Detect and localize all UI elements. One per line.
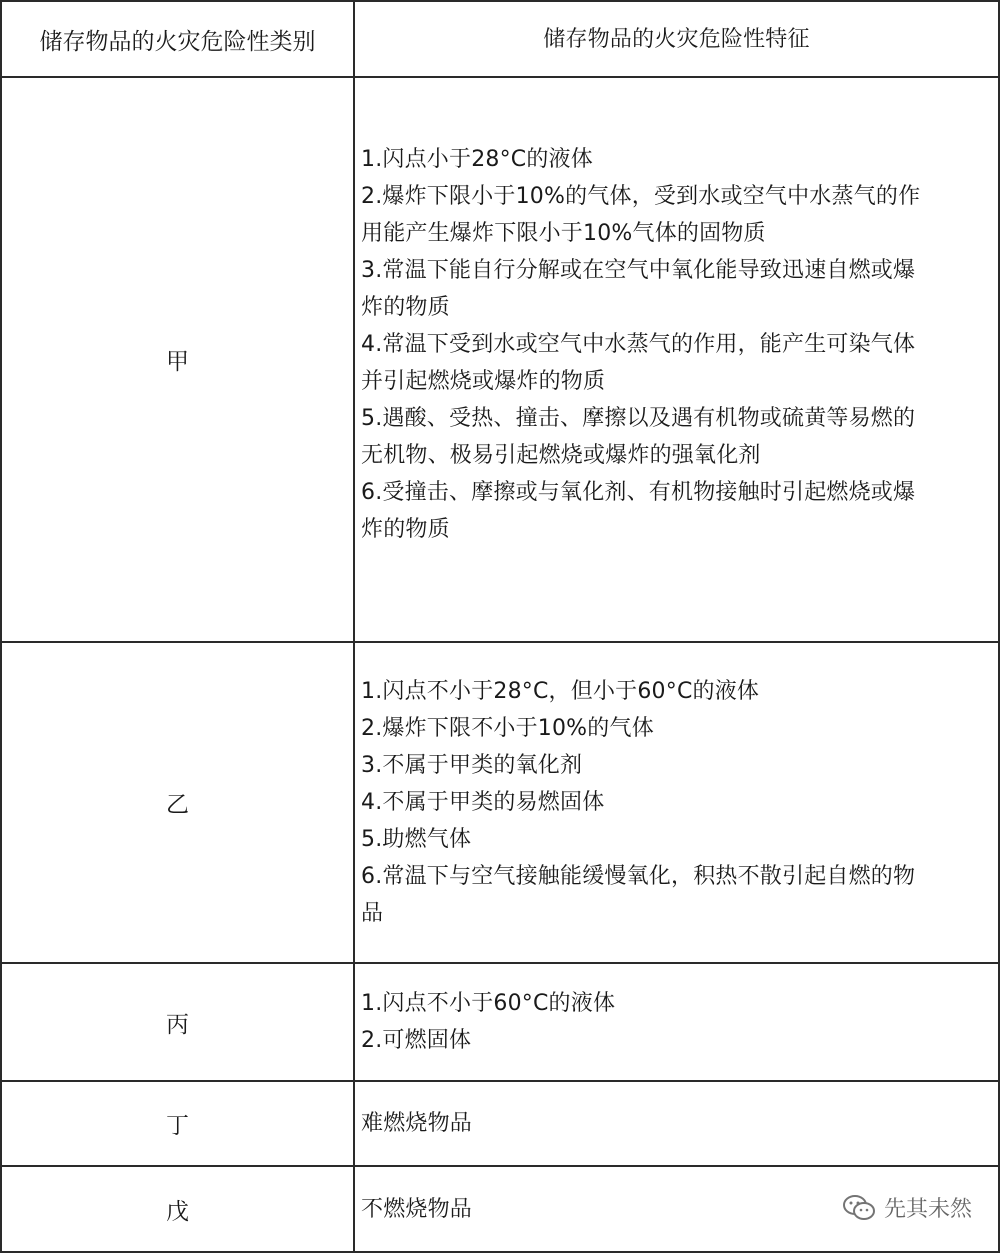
category-cell: [2, 964, 355, 1080]
table-row-bing: [2, 964, 998, 1082]
feature-line: 1.闪点不小于60°C的液体: [361, 991, 616, 1016]
category-label: 丁: [166, 1113, 189, 1139]
category-cell: [2, 1167, 355, 1251]
feature-line: 炸的物质: [361, 295, 450, 320]
header-category-cell: [2, 2, 355, 76]
table-row-yi: [2, 643, 998, 964]
feature-line: 1.闪点小于28°C的液体: [361, 147, 593, 172]
feature-line: 6.受撞击、摩擦或与氧化剂、有机物接触时引起燃烧或爆: [361, 480, 916, 505]
header-category-label: 储存物品的火灾危险性类别: [39, 28, 316, 55]
category-label: 乙: [166, 792, 189, 818]
category-cell: [2, 643, 355, 962]
feature-line: 5.助燃气体: [361, 827, 472, 852]
category-cell: [2, 1082, 355, 1165]
feature-line: 6.常温下与空气接触能缓慢氧化，积热不散引起自燃的物: [361, 864, 916, 889]
feature-line: 无机物、极易引起燃烧或爆炸的强氧化剂: [361, 443, 761, 468]
feature-cell: [355, 964, 998, 1080]
category-label: 甲: [166, 349, 189, 375]
feature-cell: [355, 643, 998, 962]
feature-line: 2.爆炸下限小于10%的气体，受到水或空气中水蒸气的作: [361, 184, 921, 209]
feature-line: 4.不属于甲类的易燃固体: [361, 790, 605, 815]
header-feature-label: 储存物品的火灾危险性特征: [543, 26, 810, 52]
watermark-text: 先其未然: [883, 1197, 972, 1222]
feature-cell: [355, 1082, 998, 1165]
feature-line: 品: [361, 901, 384, 926]
category-label: 丙: [166, 1011, 189, 1038]
feature-line: 2.爆炸下限不小于10%的气体: [361, 716, 654, 741]
feature-line: 4.常温下受到水或空气中水蒸气的作用，能产生可染气体: [361, 332, 916, 357]
header-feature-cell: [355, 2, 998, 76]
feature-line: 炸的物质: [361, 517, 450, 542]
feature-line: 1.闪点不小于28°C，但小于60°C的液体: [361, 679, 760, 704]
feature-line: 3.不属于甲类的氧化剂: [361, 753, 583, 778]
category-cell: [2, 78, 355, 641]
feature-line: 2.可燃固体: [361, 1028, 472, 1053]
wechat-icon: [842, 1194, 876, 1222]
table-row-jia: [2, 78, 998, 643]
feature-line: 并引起燃烧或爆炸的物质: [361, 369, 606, 394]
feature-cell: [355, 78, 998, 641]
feature-line: 5.遇酸、受热、撞击、摩擦以及遇有机物或硫黄等易燃的: [361, 406, 916, 431]
table-header-row: [2, 2, 998, 78]
category-label: 戊: [166, 1198, 189, 1225]
table-row-ding: [2, 1082, 998, 1167]
feature-line: 用能产生爆炸下限小于10%气体的固物质: [361, 221, 766, 246]
watermark: [842, 1192, 972, 1223]
feature-line: 不燃烧物品: [361, 1196, 473, 1222]
feature-line: 难燃烧物品: [361, 1111, 473, 1136]
feature-line: 3.常温下能自行分解或在空气中氧化能导致迅速自燃或爆: [361, 258, 916, 283]
